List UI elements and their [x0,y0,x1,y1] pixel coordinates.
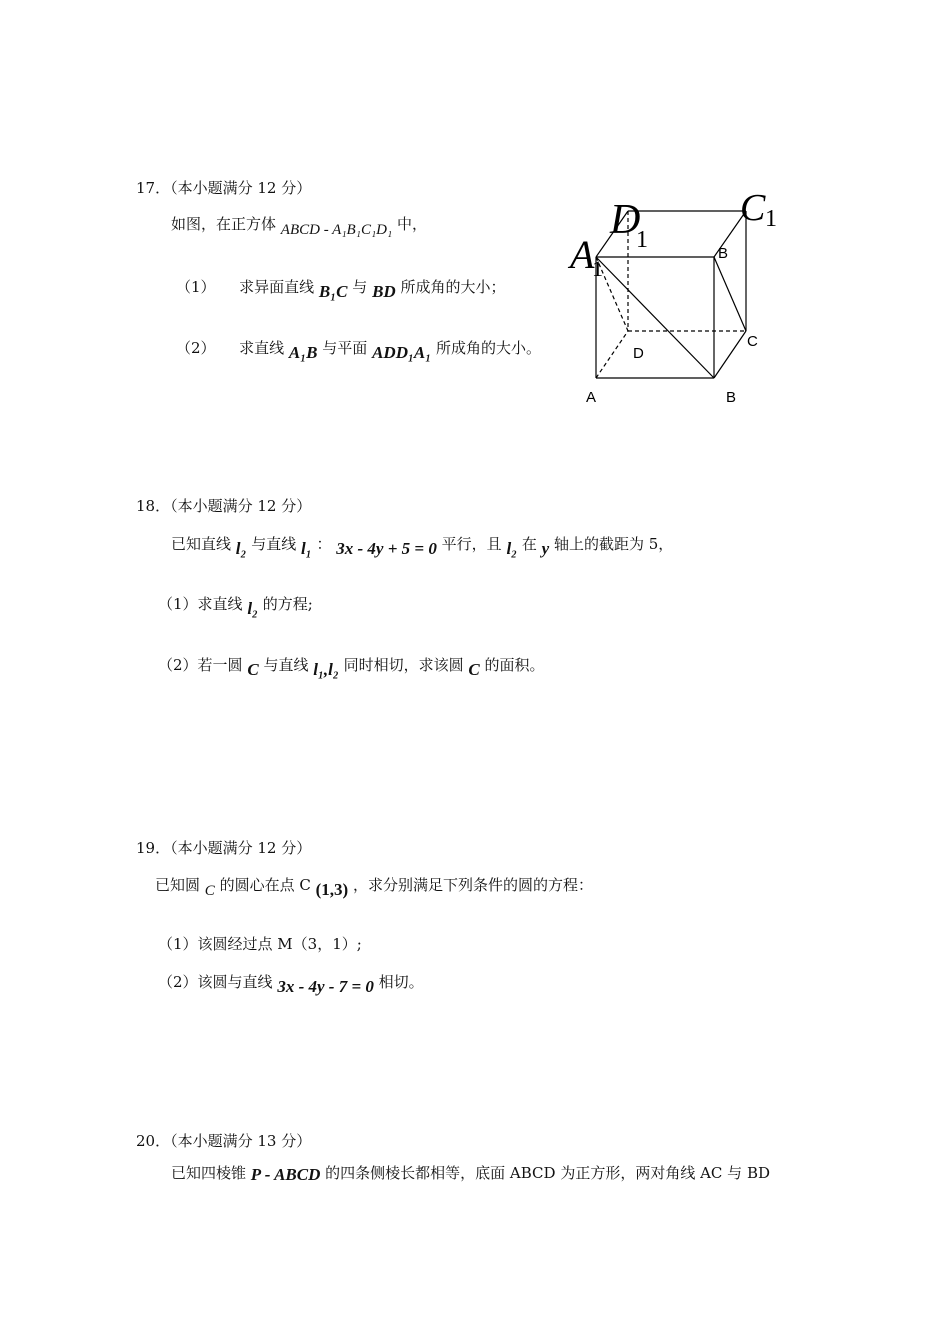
label-a1-sub: 1 [592,256,603,281]
q18-stmt-mid3: 在 [521,535,537,553]
q17-part2-num: （2） [176,339,216,357]
q18-stmt-mid2: 平行，且 [441,535,502,553]
q19-header: 19．（本小题满分 12 分） [136,839,312,857]
label-c: C [747,333,758,350]
label-d: D [633,345,644,362]
q18-stmt-l2b: l₂ [506,539,518,558]
edge-b-c [714,331,746,378]
q18-statement [171,534,674,558]
q17-part1-mid: 与 [352,278,368,296]
label-a: A [586,389,597,406]
label-b: B [726,389,737,406]
q17-header: 17．（本小题满分 12 分） [136,179,312,197]
q18-part2-mid2: 同时相切，求该圆 [343,656,464,674]
q17-part2-math1: A₁B [288,343,318,362]
q17-part1-post: 所成角的大小； [400,278,506,296]
q18-part1 [158,594,313,618]
label-c1: C [740,187,766,229]
q17-intro-pre: 如图，在正方体 [171,215,277,233]
q19-stmt-post: ，求分别满足下列条件的圆的方程： [352,876,593,894]
q18-part2-lines: l₁,l₂ [313,660,339,679]
q19-part2-pre: （2）该圆与直线 [158,973,273,991]
q18-part1-l2: l₂ [247,599,258,618]
q18-part1-post: 的方程; [262,595,313,613]
q17-part2-post: 所成角的大小。 [435,339,541,357]
q18-stmt-pre: 已知直线 [171,535,232,553]
q18-stmt-l1: l₁ [301,539,312,558]
q20-statement [171,1163,770,1183]
q19-stmt-mid: 的圆心在点 C [219,876,311,894]
q18-stmt-l2: l₂ [235,539,247,558]
label-d1-sub: 1 [636,227,648,253]
label-c1-sub: 1 [765,206,777,232]
diagonal-b1-c [714,257,746,331]
q17-intro-post: 中， [397,215,428,233]
diagonal-a1-b [596,257,714,378]
q19-part2-post: 相切。 [378,973,424,991]
q17-part2 [176,338,541,362]
q18-part2-c: C [247,660,259,679]
q17-part2-mid: 与平面 [322,339,368,357]
q18-stmt-mid1: 与直线 [251,535,297,553]
q17-part2-math2: ADD₁A₁ [372,343,432,362]
label-b1: B [718,245,729,262]
q18-part2 [158,655,545,679]
q18-stmt-colon: ： [316,535,332,553]
q18-part2-pre: （2）若一圆 [158,656,243,674]
cube-figure [560,180,820,410]
q17-part1 [176,277,506,301]
q19-stmt-pre: 已知圆 [155,876,201,894]
q20-stmt-post: 的四条侧棱长都相等，底面 ABCD 为正方形，两对角线 AC 与 BD [325,1164,770,1182]
q18-part2-c2: C [468,660,480,679]
q17-part1-math1: B₁C [318,282,348,301]
q18-part2-post: 的面积。 [484,656,545,674]
q17-part1-pre: 求异面直线 [239,278,315,296]
q18-stmt-equation: 3x - 4y + 5 = 0 [336,539,437,558]
q18-header: 18．（本小题满分 12 分） [136,497,312,515]
q19-stmt-c: C [204,883,215,899]
q19-part2-equation: 3x - 4y - 7 = 0 [277,977,374,996]
q19-part1: （1）该圆经过点 M（3，1）; [158,935,362,953]
label-a1: A [570,232,595,277]
q17-part2-pre: 求直线 [239,339,285,357]
q17-part1-math2: BD [372,282,396,301]
q19-part2 [158,972,424,996]
q17-intro-math: ABCD - A₁B₁C₁D₁ [280,222,393,238]
q18-stmt-post: 轴上的截距为 5， [554,535,674,553]
q17-intro [171,214,428,238]
q20-stmt-pyramid: P - ABCD [250,1165,321,1184]
q18-part2-mid: 与直线 [263,656,309,674]
q17-part1-num: （1） [176,278,216,296]
label-d1: D [610,197,641,243]
q19-statement [155,875,593,899]
q20-stmt-pre: 已知四棱锥 [171,1164,247,1182]
q20-header: 20．（本小题满分 13 分） [136,1132,312,1150]
q18-stmt-y: y [541,539,550,558]
q18-part1-pre: （1）求直线 [158,595,243,613]
hidden-edge-a-d [596,331,628,378]
q19-stmt-center: (1,3) [315,880,349,899]
